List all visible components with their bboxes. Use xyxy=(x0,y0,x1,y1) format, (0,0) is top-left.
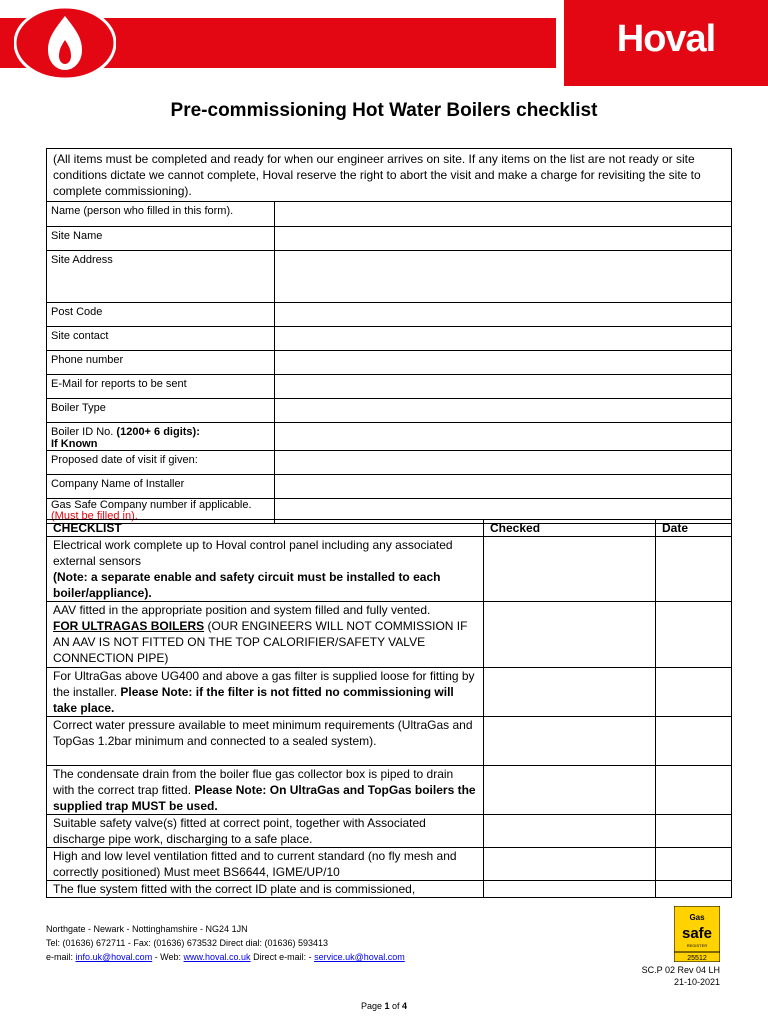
date-cell[interactable] xyxy=(656,815,732,848)
field-label: Post Code xyxy=(47,303,275,327)
item-note: Please Note: On UltraGas and TopGas boilers the supplied trap MUST be used. xyxy=(53,783,476,813)
doc-date: 21-10-2021 xyxy=(673,977,720,987)
post-code-input[interactable] xyxy=(275,303,732,327)
field-label: Proposed date of visit if given: xyxy=(47,451,275,475)
page-of: of xyxy=(389,1001,403,1011)
date-cell[interactable] xyxy=(656,766,732,815)
footer-links xyxy=(46,950,405,964)
header-banner xyxy=(0,0,768,86)
gas-safe-number: 25512 xyxy=(687,955,707,962)
doc-ref: SC.P 02 Rev 04 LH xyxy=(641,965,720,975)
page-title: Pre-commissioning Hot Water Boilers checklist xyxy=(170,100,598,121)
item-text: For UltraGas above UG400 and above a gas filter is supplied loose for fitting by the installer. xyxy=(53,669,475,699)
visit-date-input[interactable] xyxy=(275,451,732,475)
field-label: Phone number xyxy=(47,351,275,375)
item-text: AAV fitted in the appropriate position and system filled and fully vented. xyxy=(53,603,431,617)
field-label: Company Name of Installer xyxy=(47,475,275,499)
date-cell[interactable] xyxy=(656,717,732,766)
field-label: Site contact xyxy=(47,327,275,351)
checklist-item: Correct water pressure available to meet minimum requirements (UltraGas and TopGas 1.2bar minimum and connected to a sealed system). xyxy=(47,717,484,766)
required-note: (Must be filled in). xyxy=(51,510,138,522)
footer-contact xyxy=(46,922,405,964)
date-cell[interactable] xyxy=(656,668,732,717)
email-label: e-mail: xyxy=(46,952,76,962)
date-header: Date xyxy=(656,520,732,537)
checklist-item xyxy=(47,602,484,668)
checked-cell[interactable] xyxy=(484,668,656,717)
field-label-bold: If Known xyxy=(51,438,98,450)
item-note: (Note: a separate enable and safety circuit must be installed to each boiler/appliance). xyxy=(53,570,441,600)
item-underline: FOR ULTRAGAS BOILERS xyxy=(53,619,205,633)
date-cell[interactable] xyxy=(656,881,732,898)
item-text: Electrical work complete up to Hoval control panel including any associated external sensors xyxy=(53,538,453,568)
item-note: Please Note: if the filter is not fitted no commissioning will take place. xyxy=(53,685,454,715)
date-cell[interactable] xyxy=(656,537,732,602)
intro-text: (All items must be completed and ready for when our engineer arrives on site. If any items on the list are not ready or site conditions dictate we cannot complete, Hoval reserve the right to abort the visit and make a charge for revisiting the site to complete commissioning). xyxy=(47,149,732,202)
checked-cell[interactable] xyxy=(484,766,656,815)
footer-phones: Tel: (01636) 672711 - Fax: (01636) 673532 Direct dial: (01636) 593413 xyxy=(46,938,329,948)
item-text-rest: (OUR ENGINEERS WILL NOT COMMISSION IF AN AAV IS NOT FITTED ON THE TOP CALORIFIER/SAFETY VALVE CONNECTION PIPE) xyxy=(53,619,468,665)
checked-header: Checked xyxy=(484,520,656,537)
brand-box xyxy=(564,0,768,86)
checked-cell[interactable] xyxy=(484,881,656,898)
gas-safe-register-text: REGISTER xyxy=(686,943,708,948)
gas-safe-top-text: Gas xyxy=(689,913,705,922)
page-total: 4 xyxy=(402,1001,408,1011)
site-contact-input[interactable] xyxy=(275,327,732,351)
checked-cell[interactable] xyxy=(484,717,656,766)
checklist-item: The flue system fitted with the correct ID plate and is commissioned, xyxy=(47,881,484,898)
boiler-id-input[interactable] xyxy=(275,423,732,451)
page-label: Page xyxy=(360,1001,385,1011)
web-link[interactable]: www.hoval.co.uk xyxy=(183,952,251,962)
direct-label: Direct e-mail: - xyxy=(250,952,315,962)
site-info-table xyxy=(46,148,732,524)
date-cell[interactable] xyxy=(656,602,732,668)
field-label: Site Address xyxy=(47,251,275,303)
service-email-link[interactable]: service.uk@hoval.com xyxy=(314,952,405,962)
gas-safe-word: safe xyxy=(681,925,713,942)
brand-logo: Hoval xyxy=(616,18,716,60)
checklist-item xyxy=(47,668,484,717)
doc-reference xyxy=(600,964,720,988)
item-text: The condensate drain from the boiler flue gas collector box is piped to drain with the correct trap fitted. xyxy=(53,767,454,797)
field-label-bold: (1200+ 6 digits): xyxy=(116,426,200,438)
field-label: Name (person who filled in this form). xyxy=(47,202,275,227)
field-label: E-Mail for reports to be sent xyxy=(47,375,275,399)
footer-address: Northgate - Newark - Nottinghamshire - NG24 1JN xyxy=(46,924,248,934)
checklist-item: Suitable safety valve(s) fitted at correct point, together with Associated discharge pipe work, discharging to a safe place. xyxy=(47,815,484,848)
flame-logo-icon xyxy=(14,6,116,80)
email-link[interactable]: info.uk@hoval.com xyxy=(75,952,153,962)
checked-cell[interactable] xyxy=(484,815,656,848)
email-input[interactable] xyxy=(275,375,732,399)
web-label: - Web: xyxy=(152,952,184,962)
boiler-type-input[interactable] xyxy=(275,399,732,423)
checklist-header: CHECKLIST xyxy=(47,520,484,537)
checklist-item: High and low level ventilation fitted and to current standard (no fly mesh and correctly positioned) Must meet BS6644, IGME/UP/10 xyxy=(47,848,484,881)
page-indicator xyxy=(0,1001,768,1011)
gas-safe-logo-icon xyxy=(674,906,720,962)
field-label-boiler-id xyxy=(47,423,275,451)
field-label: Boiler ID No. xyxy=(51,426,114,438)
checklist-table xyxy=(46,519,732,898)
checked-cell[interactable] xyxy=(484,602,656,668)
date-cell[interactable] xyxy=(656,848,732,881)
checklist-item xyxy=(47,766,484,815)
installer-input[interactable] xyxy=(275,475,732,499)
site-name-input[interactable] xyxy=(275,227,732,251)
field-label: Site Name xyxy=(47,227,275,251)
site-address-input[interactable] xyxy=(275,251,732,303)
field-label: Boiler Type xyxy=(47,399,275,423)
phone-input[interactable] xyxy=(275,351,732,375)
checklist-item xyxy=(47,537,484,602)
checked-cell[interactable] xyxy=(484,537,656,602)
page-number: 1 xyxy=(384,1001,390,1011)
name-input[interactable] xyxy=(275,202,732,227)
checked-cell[interactable] xyxy=(484,848,656,881)
field-label: Gas Safe Company number if applicable. xyxy=(51,499,252,511)
